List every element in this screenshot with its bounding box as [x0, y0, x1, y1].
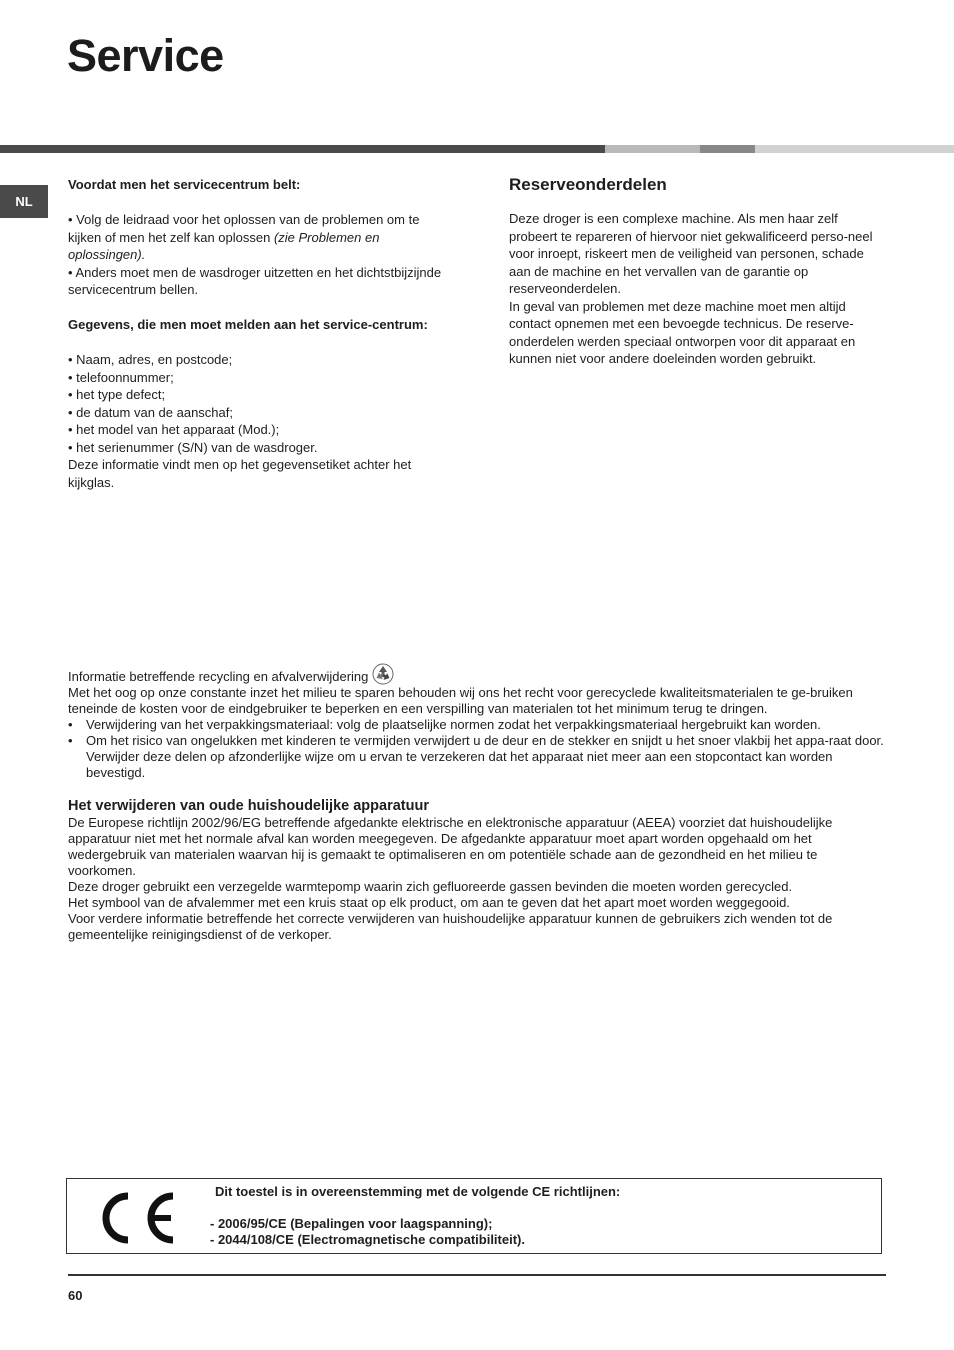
recycling-heading: Informatie betreffende recycling en afvalverwijdering: [68, 669, 369, 684]
header-bar-segment-mid: [700, 145, 755, 153]
required-data-heading: Gegevens, die men moet melden aan het service-centrum:: [68, 317, 428, 332]
language-tab: NL: [0, 185, 48, 218]
weee-section: [68, 797, 888, 943]
weee-paragraph-2: Deze droger gebruikt een verzegelde warmtepomp waarin zich gefluoreerde gassen bevinden die moeten worden gerecycled.: [68, 879, 793, 894]
page-title: Service: [67, 30, 224, 81]
weee-paragraph-3: Het symbool van de afvalemmer met een kruis staat op elk product, om aan te geven dat het apart moet worden weggegooid.: [68, 895, 790, 910]
spare-parts-paragraph-2: In geval van problemen met deze machine moet men altijd contact opnemen met een bevoegde technicus. De reserve-onderdelen werden speciaal ontworpen voor dit apparaat en kunnen niet voor andere doeleinden worden gebruikt.: [509, 298, 856, 366]
before-call-bullet-2: • Anders moet men de wasdroger uitzetten en het dichtstbijzijnde servicecentrum bellen.: [68, 264, 442, 297]
weee-paragraph-4: Voor verdere informatie betreffende het correcte verwijderen van huishoudelijke apparatuur kunnen de gebruikers zich wenden tot de gemeentelijke reinigingsdienst of de verkoper.: [68, 911, 833, 942]
header-bar-segment-dark: [0, 145, 605, 153]
before-call-bullet-1: [68, 211, 448, 264]
header-bar-segment-light: [605, 145, 700, 153]
weee-heading: Het verwijderen van oude huishoudelijke apparatuur: [68, 798, 429, 814]
ce-directive: - 2006/95/CE (Bepalingen voor laagspanning);: [210, 1216, 493, 1231]
weee-paragraph-1: De Europese richtlijn 2002/96/EG betreffende afgedankte elektrische en elektronische apparatuur (AEEA) voorziet dat huishoudelijke apparatuur niet met het normale afval kan worden meegegeven. De afgedankte apparatuur moet apart worden opgehaald om het wedergebruik van materialen waarvan hij is gemaakt te optimaliseren en om potentiële schade aan de gezondheid en het milieu te voorkomen.: [68, 815, 833, 878]
required-data-item: • Naam, adres, en postcode;: [68, 352, 233, 367]
spare-parts-paragraph-1: Deze droger is een complexe machine. Als men haar zelf probeert te repareren of hiervoor niet gekwalificeerd perso-neel voor inroept, riskeert men de veiligheid van personen, schade aan de machine en het vervallen van de garantie op reserveonderdelen.: [509, 211, 873, 296]
recycling-bullet: [68, 733, 888, 781]
recycling-section: [68, 663, 888, 781]
recycling-intro: Met het oog op onze constante inzet het milieu te sparen behouden wij ons het recht voor gerecyclede kwaliteitsmaterialen te ge-bruiken teneinde de kosten voor de eindgebruiker te beperken en een verspilling van materialen tot het minimum terug te dringen.: [68, 685, 853, 716]
ce-mark-icon: [97, 1189, 177, 1247]
before-call-bullet-1-text: • Volg de leidraad voor het oplossen van de problemen om te kijken of men het zelf kan oplossen: [68, 212, 420, 245]
required-data-item: • telefoonnummer;: [68, 369, 174, 385]
recycling-bullet-text: Verwijdering van het verpakkingsmateriaal: volg de plaatselijke normen zodat het verpakkingsmateriaal hergebruikt kan worden.: [86, 717, 821, 732]
ce-directive: - 2044/108/CE (Electromagnetische compatibiliteit).: [210, 1232, 525, 1247]
spare-parts-section: [509, 174, 889, 368]
bullet-dot-icon: •: [68, 717, 73, 732]
before-call-heading: Voordat men het servicecentrum belt:: [68, 177, 301, 192]
header-bar-segment-pale: [755, 145, 954, 153]
recycling-bullet: [68, 717, 888, 733]
required-data-item: • het serienummer (S/N) van de wasdroger.: [68, 439, 318, 455]
service-call-section: [68, 176, 448, 491]
before-call-bullet-1-reference: (zie Problemen en oplossingen).: [68, 229, 380, 262]
required-data-item: • de datum van de aanschaf;: [68, 404, 233, 420]
spare-parts-heading: Reserveonderdelen: [509, 175, 667, 194]
recycling-bullet-text: Om het risico van ongelukken met kinderen te vermijden verwijdert u de deur en de stekker en snijdt u het snoer vlakbij het appa-raat door. Verwijder deze delen op afzonderlijke wijze om u ervan te verzekeren dat het apparaat niet meer aan een stopcontact kan worden bevestigd.: [86, 733, 884, 780]
page-number: 60: [68, 1288, 83, 1303]
header-color-bar: [0, 145, 954, 153]
required-data-note: Deze informatie vindt men op het gegevensetiket achter het kijkglas.: [68, 457, 412, 490]
ce-statement: Dit toestel is in overeenstemming met de volgende CE richtlijnen:: [215, 1184, 621, 1199]
required-data-item: • het type defect;: [68, 387, 166, 402]
bullet-dot-icon: •: [68, 733, 73, 748]
recycling-symbol-icon: [372, 663, 394, 685]
ce-conformity-box: [66, 1178, 882, 1254]
footer-rule: [68, 1274, 886, 1276]
required-data-item: • het model van het apparaat (Mod.);: [68, 422, 280, 437]
